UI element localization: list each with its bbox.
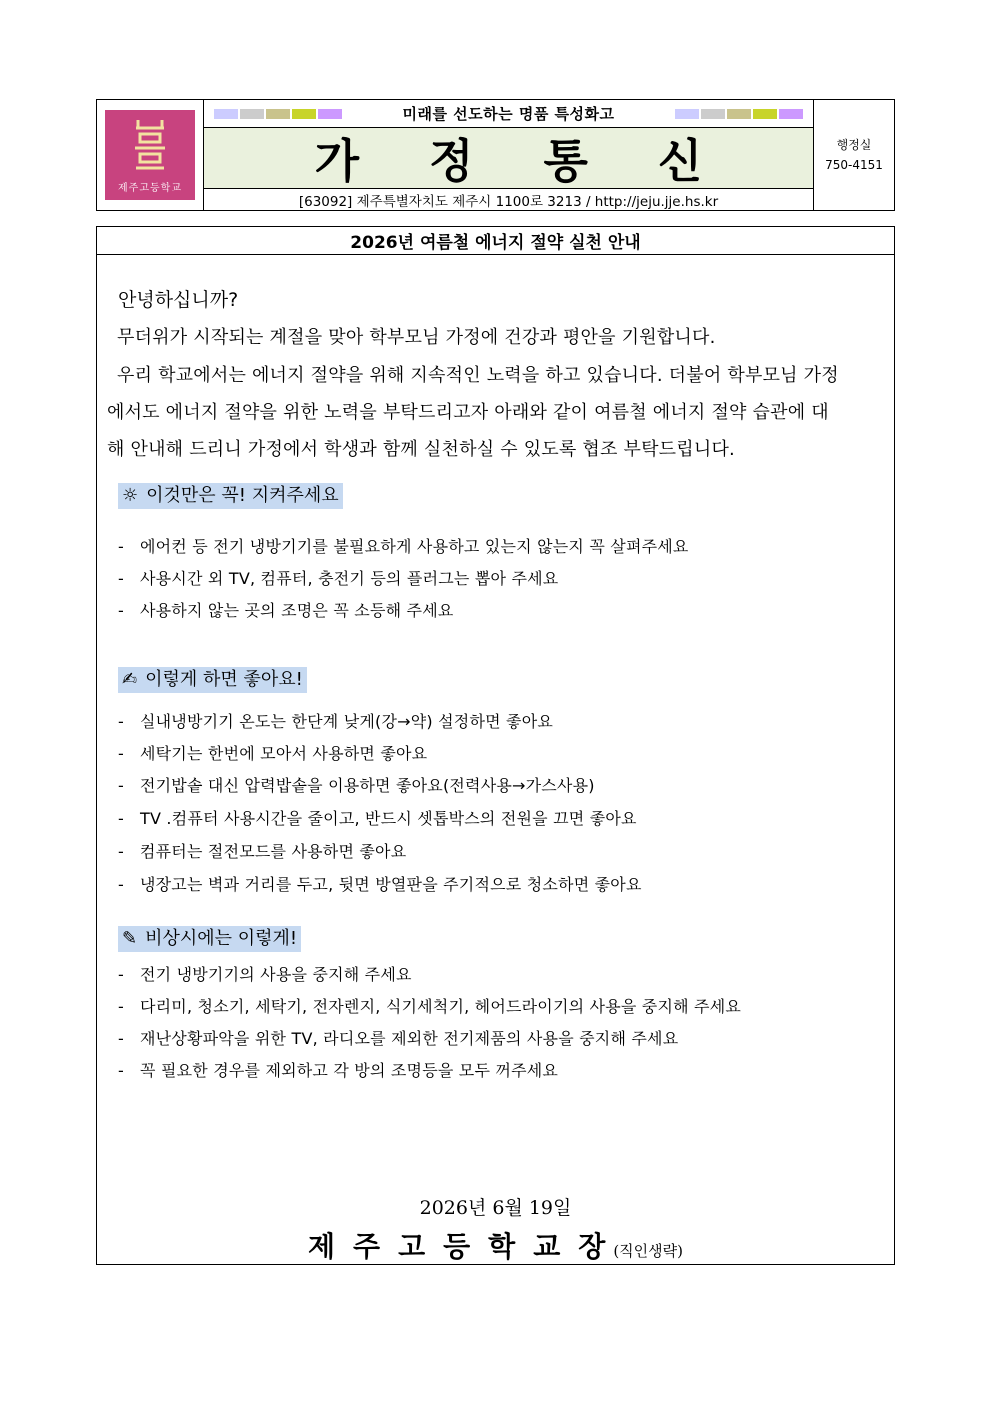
school-address: [63092] 제주특별자치도 제주시 1100로 3213 / http://jeju.jje.hs.kr [298,193,719,210]
writing-hand-icon: ✍ [122,669,138,690]
list-item: - 사용시간 외 TV, 컴퓨터, 충전기 등의 플러그는 뽑아 주세요 [118,569,559,588]
contact-phone: 750-4151 [825,158,883,172]
slogan-row [204,100,813,127]
header-center [204,100,814,210]
paragraph-line: 해 안내해 드리니 가정에서 학생과 함께 실천하실 수 있도록 협조 부탁드립니다. [107,439,735,460]
section-title-text: 비상시에는 이렇게! [145,928,298,949]
logo-cell [97,100,204,210]
signer-name: 제주고등학교장 [307,1230,624,1263]
contact-department: 행정실 [836,138,872,152]
issue-date: 2026년 6월 19일 [419,1197,572,1219]
list-item: - 전기 냉방기기의 사용을 중지해 주세요 [118,965,412,984]
list-item: - 세탁기는 한번에 모아서 사용하면 좋아요 [118,744,428,763]
signer [97,1225,894,1265]
newsletter-header [96,99,895,211]
section-title-emergency [118,926,301,952]
paragraph-line: 무더위가 시작되는 계절을 맞아 학부모님 가정에 건강과 평안을 기원합니다. [117,327,716,348]
decorative-color-strip-left [214,109,342,119]
greeting: 안녕하십니까? [118,289,239,311]
title-row [204,127,813,189]
list-item: - 전기밥솥 대신 압력밥솥을 이용하면 좋아요(전력사용→가스사용) [118,776,595,795]
contact-cell [814,100,894,210]
decorative-color-strip-right [675,109,803,119]
notice-heading: 2026년 여름철 에너지 절약 실천 안내 [97,227,894,255]
list-item: - 다리미, 청소기, 세탁기, 전자렌지, 식기세척기, 헤어드라이기의 사용을 중지해 주세요 [118,997,742,1016]
list-item: - 재난상황파악을 위한 TV, 라디오를 제외한 전기제품의 사용을 중지해 주세요 [118,1029,679,1048]
notice-body [96,226,895,1265]
list-item: - 냉장고는 벽과 거리를 두고, 뒷면 방열판을 주기적으로 청소하면 좋아요 [118,875,642,894]
section-title-text: 이것만은 꼭! 지켜주세요 [146,485,339,506]
paragraph-line: 우리 학교에서는 에너지 절약을 위해 지속적인 노력을 하고 있습니다. 더불어 학부모님 가정 [117,365,839,386]
list-item: - 꼭 필요한 경우를 제외하고 각 방의 조명등을 모두 꺼주세요 [118,1061,559,1080]
list-item: - 컴퓨터는 절전모드를 사용하면 좋아요 [118,842,407,861]
list-item: - 에어컨 등 전기 냉방기기를 불필요하게 사용하고 있는지 않는지 꼭 살펴주세요 [118,537,689,556]
section-title-good-tips [118,667,307,693]
school-emblem-icon [132,118,168,170]
section-title-must-do [118,483,343,509]
section-title-text: 이렇게 하면 좋아요! [145,669,303,690]
list-item: - 실내냉방기기 온도는 한단계 낮게(강→약) 설정하면 좋아요 [118,712,554,731]
list-item: - 사용하지 않는 곳의 조명은 꼭 소등해 주세요 [118,601,454,620]
school-logo [105,110,195,200]
pencil-icon: ✎ [122,928,138,949]
logo-text: 제주고등학교 [118,183,182,194]
sun-icon: ☼ [122,485,139,506]
list-item: - TV .컴퓨터 사용시간을 줄이고, 반드시 셋톱박스의 전원을 끄면 좋아요 [118,809,637,828]
newsletter-title: 가정통신 [314,134,773,188]
school-slogan: 미래를 선도하는 명품 특성화고 [402,105,615,123]
paragraph-line: 에서도 에너지 절약을 위한 노력을 부탁드리고자 아래와 같이 여름철 에너지 절약 습관에 대 [107,402,829,423]
seal-omitted-note: (직인생략) [613,1242,683,1260]
